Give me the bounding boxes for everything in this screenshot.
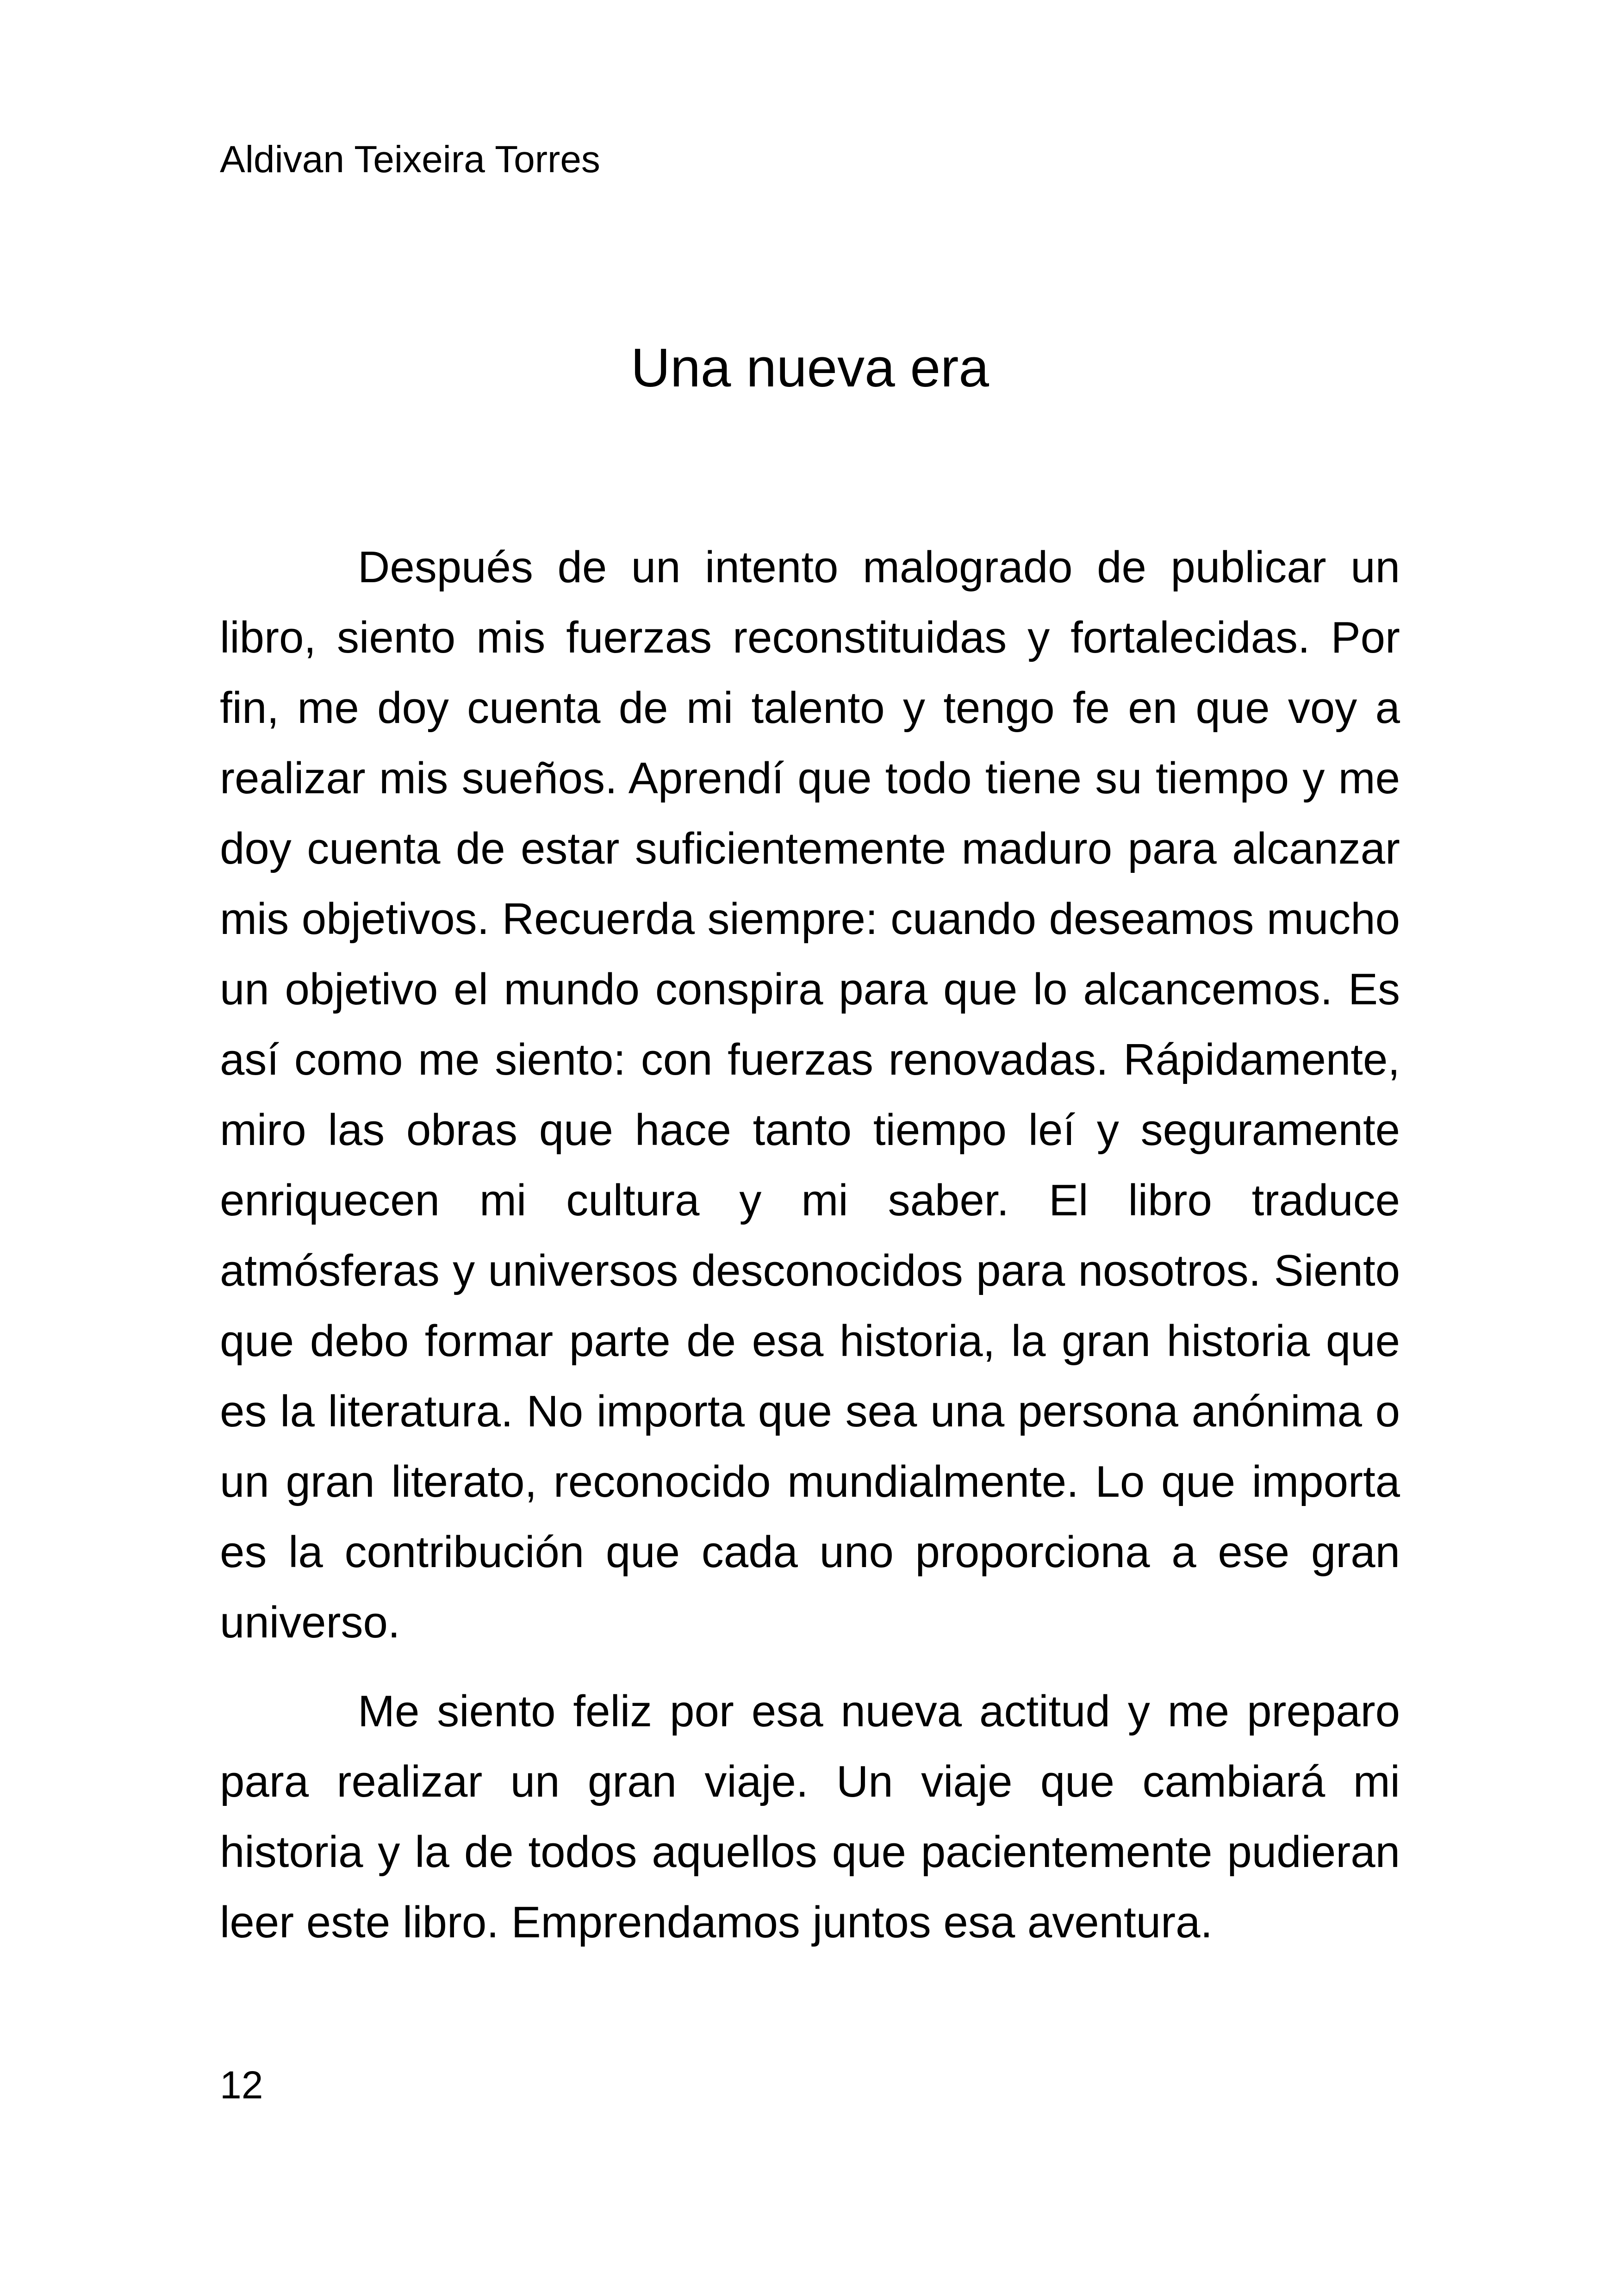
body-text	[220, 532, 1400, 1976]
running-header-author: Aldivan Teixeira Torres	[220, 138, 600, 180]
paragraph-1: Después de un intento malogrado de publicar un libro, siento mis fuerzas reconstituidas y fortalecidas. Por fin, me doy cuenta de mi talento y tengo fe en que voy a realizar mis sueños. Aprendí que todo tiene su tiempo y me doy cuenta de estar suficientemente maduro para alcanzar mis objetivos. Recuerda siempre: cuando deseamos mucho un objetivo el mundo conspira para que lo alcancemos. Es así como me siento: con fuerzas renovadas. Rápidamente, miro las obras que hace tanto tiempo leí y seguramente enriquecen mi cultura y mi saber. El libro traduce atmósferas y universos desconocidos para nosotros. Siento que debo formar parte de esa historia, la gran historia que es la literatura. No importa que sea una persona anónima o un gran literato, reconocido mundialmente. Lo que importa es la contribución que cada uno proporciona a ese gran universo.	[220, 542, 1400, 1647]
page-number: 12	[220, 2063, 263, 2107]
paragraph-2: Me siento feliz por esa nueva actitud y me preparo para realizar un gran viaje. Un viaje que cambiará mi historia y la de todos aquellos que pacientemente pudieran leer este libro. Emprendamos juntos esa aventura.	[220, 1686, 1400, 1947]
chapter-title: Una nueva era	[630, 337, 989, 398]
